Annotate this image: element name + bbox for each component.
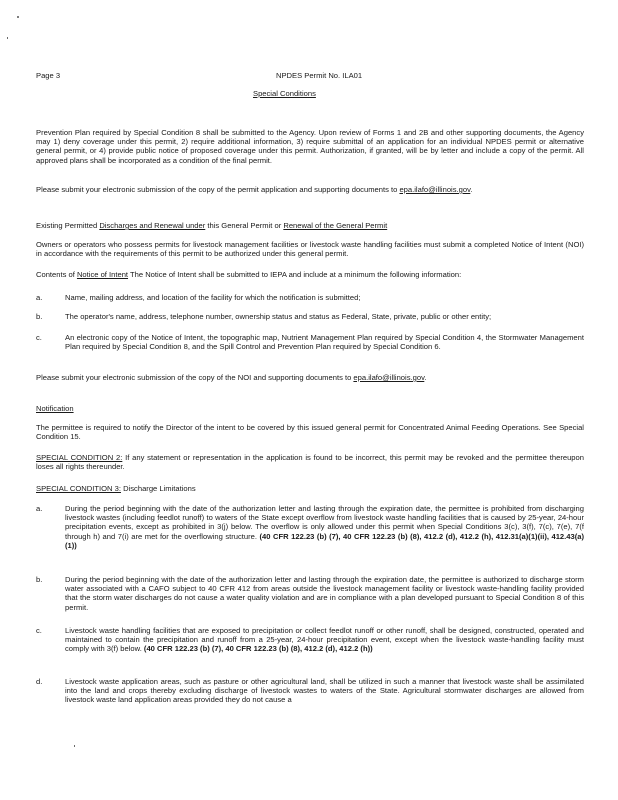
sc3-item-b <box>36 575 584 612</box>
existing-heading-part: Existing Permitted <box>36 221 100 230</box>
existing-heading-part: this General Permit or <box>205 221 284 230</box>
existing-heading <box>36 221 584 230</box>
contents-item-c <box>36 333 584 351</box>
notification-paragraph <box>36 423 584 441</box>
noi-submit-paragraph <box>36 373 584 382</box>
item-text: During the period beginning with the date of the authorization letter and lasting through the expiration date, the permittee is authorized to discharge storm water associated with a CAFO subject to 40 CFR 412 from areas outside the livestock management facility or livestock waste-handling facility provided that the storm water discharges do not cause a water quality violation and are in compliance with a plan developed pursuant to Special Condition 8 of this permit. <box>65 575 584 612</box>
item-label: b. <box>36 575 43 584</box>
item-label: a. <box>36 504 43 513</box>
email-link[interactable]: epa.ilafo@illinois.gov <box>399 185 471 194</box>
existing-paragraph <box>36 240 584 258</box>
contents-lead-text: The Notice of Intent shall be submitted to IEPA and include at a minimum the following information: <box>128 270 462 279</box>
contents-lead <box>36 270 584 279</box>
permit-number: NPDES Permit No. ILA01 <box>276 71 363 80</box>
item-label: b. <box>36 312 43 321</box>
item-label: c. <box>36 626 42 635</box>
item-citation: (40 CFR 122.23 (b) (7), 40 CFR 122.23 (b) (8), 412.2 (d), 412.2 (h)) <box>141 644 373 654</box>
sc3-item-d <box>36 677 584 705</box>
item-label: c. <box>36 333 42 342</box>
noi-submit-text: Please submit your electronic submission of the copy of the NOI and supporting documents to <box>36 373 354 382</box>
submit-text: Please submit your electronic submission of the copy of the permit application and supporting documents to <box>36 185 400 194</box>
item-text: Name, mailing address, and location of the facility for which the notification is submitted; <box>65 293 361 302</box>
scan-speck <box>74 745 75 747</box>
page-number: Page 3 <box>36 71 61 80</box>
contents-lead-underlined: Notice of Intent <box>76 270 129 279</box>
prevention-text: Prevention Plan required by Special Condition 8 shall be submitted to the Agency. Upon review of Forms 1 and 2B and other supporting documents, the Agency may 1) deny coverage under this permit, 2) require additional information, 3) require submittal of an application for an individual NPDES permit or alternative general permit, or 4) provide public notice of proposed coverage under this permit. Authorization, if granted, will be by letter and include a copy of the permit. All approved plans shall be incorporated as a condition of the final permit. <box>36 128 584 165</box>
existing-heading-underlined: Discharges and Renewal under <box>99 221 206 230</box>
submit-suffix: . <box>470 185 473 194</box>
notification-text: The permittee is required to notify the Director of the intent to be covered by this issued general permit for Concentrated Animal Feeding Operations. See Special Condition 15. <box>36 423 584 442</box>
item-citation: (40 CFR 122.23 (b) (7), 40 CFR 122.23 (b) (8), 412.2 (d), 412.2 (h), 412.31(a)(1)(ii), 412.43(a)(1)) <box>65 531 584 550</box>
prevention-paragraph <box>36 128 584 165</box>
item-text: An electronic copy of the Notice of Intent, the topographic map, Nutrient Management Plan required by Special Condition 4, the Stormwater Management Plan required by Special Condition 8, and the Spill Control and Prevention Plan required by Special Condition 6. <box>65 333 584 352</box>
item-label: a. <box>36 293 43 302</box>
item-text: The operator's name, address, telephone number, ownership status and status as Federal, State, private, public or other entity; <box>65 312 492 321</box>
submit-paragraph <box>36 185 584 194</box>
notification-heading: Notification <box>36 404 74 413</box>
existing-text: Owners or operators who possess permits for livestock management facilities or livestock waste handling facilities must submit a completed Notice of Intent (NOI) in accordance with the requirements of this permit to be authorized under this general permit. <box>36 240 584 259</box>
noi-submit-suffix: . <box>424 373 427 382</box>
sc3-item-c <box>36 626 584 654</box>
contents-lead-part: Contents of <box>36 270 77 279</box>
contents-item-a <box>36 293 584 302</box>
sc2-label: SPECIAL CONDITION 2: <box>36 453 123 462</box>
page-header <box>36 71 582 83</box>
sc3-label: SPECIAL CONDITION 3: <box>36 484 121 493</box>
scan-speck <box>17 16 19 18</box>
sc3-title: Discharge Limitations <box>120 484 196 493</box>
special-condition-2 <box>36 453 584 471</box>
sc2-text: If any statement or representation in the application is found to be incorrect, this permit may be revoked and the permittee thereupon loses all rights thereunder. <box>36 453 584 472</box>
email-link[interactable]: epa.ilafo@illinois.gov <box>353 373 425 382</box>
special-condition-3-heading <box>36 484 584 493</box>
item-text: Livestock waste application areas, such as pasture or other agricultural land, shall be utilized in such a manner that livestock waste shall be assimilated into the land and crops thereby excluding discharge of livestock wastes to waters of the State. Agricultural stormwater discharges are allowed from livestock waste land application areas provided they do not cause a <box>65 677 584 705</box>
item-label: d. <box>36 677 43 686</box>
section-title: Special Conditions <box>253 89 316 98</box>
item-text: During the period beginning with the date of the authorization letter and lasting through the expiration date, the permittee is prohibited from discharging livestock wastes (including feedlot runoff) to waters of the State except overflow from livestock waste handling facilities that is caused by 25-year, 24-hour precipitation events, except as prohibited in 3(j) below. The overflow is only allowed under this permit when Special Conditions 3(c), 3(f), 7(c), 7(e), 7(f through h) and 7(i) are met for the overflowing structure. <box>65 504 584 541</box>
item-text: Livestock waste handling facilities that are exposed to precipitation or collect feedlot runoff or other runoff, shall be designed, constructed, operated and maintained to contain the precipitation and runoff from a 25-year, 24-hour precipitation event, except when the livestock waste-handling facility must comply with 3(f) below. <box>65 626 584 654</box>
existing-heading-underlined: Renewal of the General Permit <box>283 221 388 230</box>
sc3-item-a <box>36 504 584 550</box>
scan-speck <box>7 37 8 39</box>
contents-item-b <box>36 312 584 321</box>
